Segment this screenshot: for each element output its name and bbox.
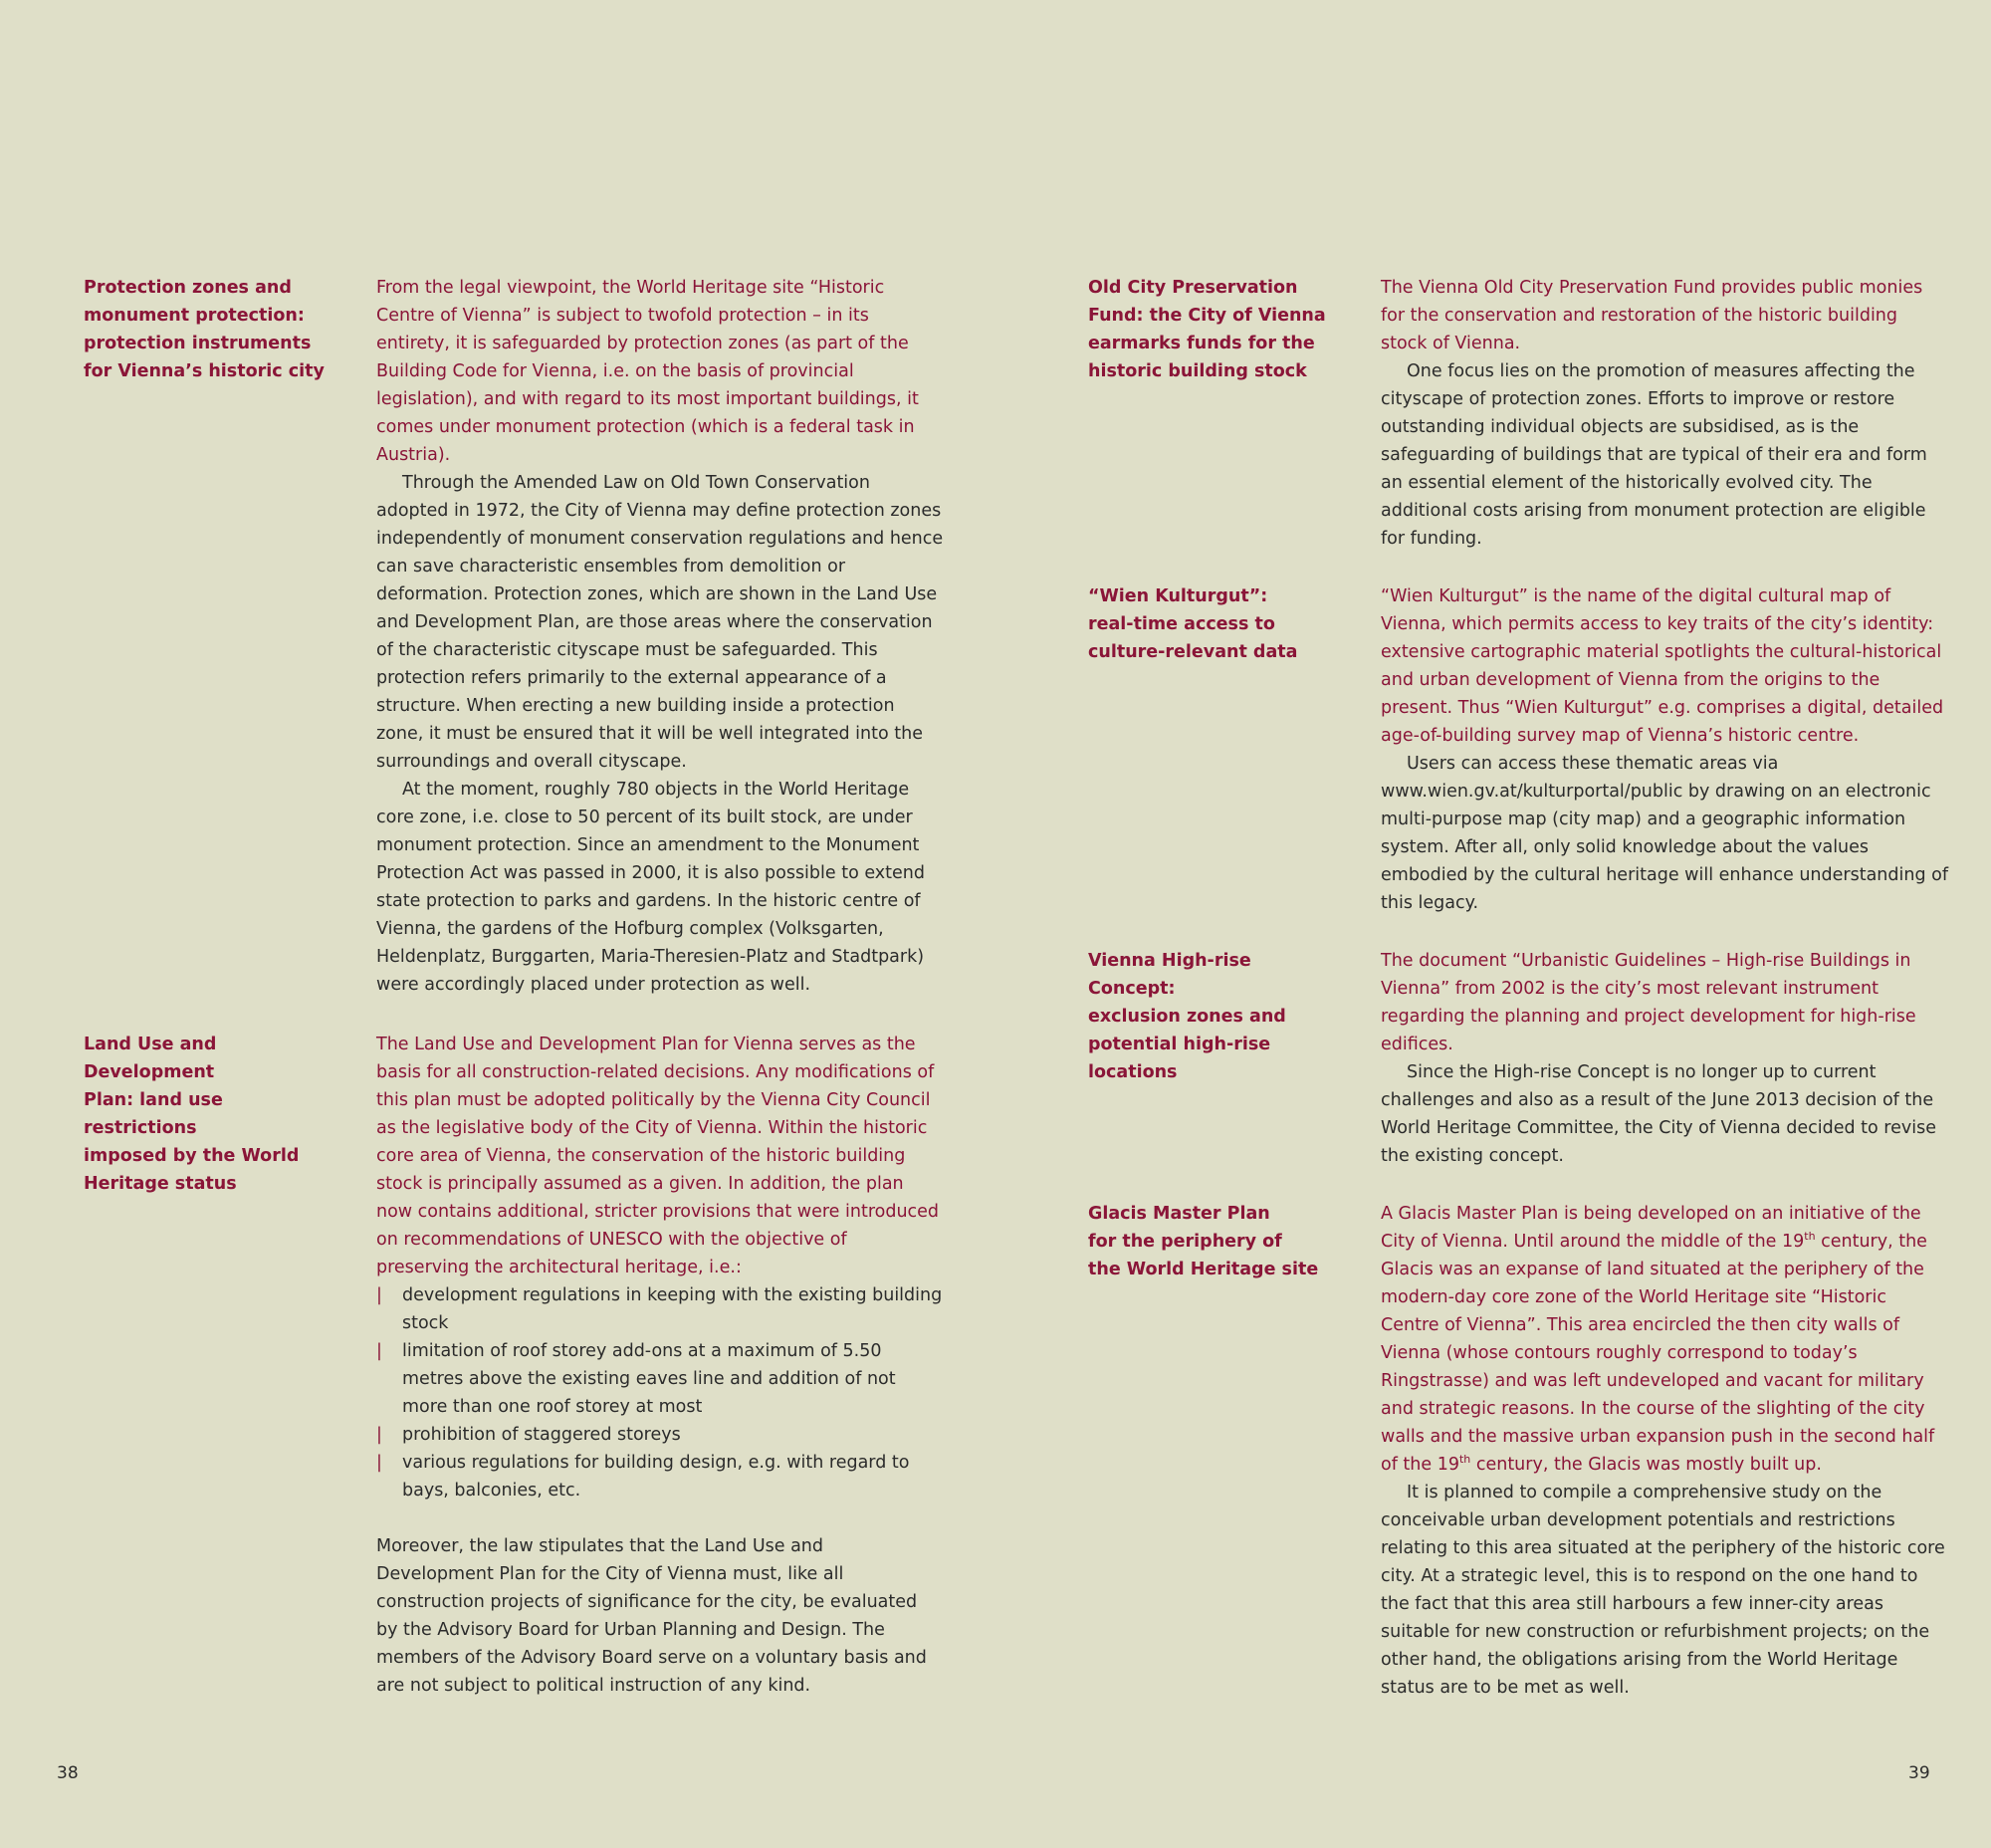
body-paragraph: Through the Amended Law on Old Town Conservation adopted in 1972, the City of Vienna may define protection zones independently of monument conservation regulations and hence can save characteristic ensembles from demolition or deformation. Protection zones, which are shown in the Land Use and Development Plan, are those areas where the conservation of the characteristic cityscape must be safeguarded. This protection refers primarily to the external appearance of a structure. When erecting a new building inside a protection zone, it must be ensured that it will be well integrated into the surroundings and overall cityscape. bbox=[376, 473, 944, 772]
bullet-list bbox=[376, 1281, 944, 1504]
body-paragraph: At the moment, roughly 780 objects in the World Heritage core zone, i.e. close to 50 percent of its built stock, are under monument protection. Since an amendment to the Monument Protection Act was passed in 2000, it is also possible to extend state protection to parks and gardens. In the historic centre of Vienna, the gardens of the Hofburg complex (Volksgarten, Heldenplatz, Burggarten, Maria-Theresien-Platz and Stadtpark) were accordingly placed under protection as well. bbox=[376, 780, 925, 995]
section-heading: Land Use and Development Plan: land use restrictions imposed by the World Heritage status bbox=[84, 1035, 300, 1194]
body-paragraph: Users can access these thematic areas via www.wien.gv.at/kulturportal/public by drawing on an electronic multi-purpose map (city map) and a geographic information system. After all, only solid knowledge about the values embodied by the cultural heritage will enhance understanding of this legacy. bbox=[1381, 754, 1948, 913]
section-body bbox=[376, 1031, 944, 1700]
body-paragraph: It is planned to compile a comprehensive study on the conceivable urban development potentials and restrictions relating to this area situated at the periphery of the historic core city. At a strategic level, this is to respond on the one hand to the fact that this area still harbours a few inner-city areas suitable for new construction or refurbishment projects; on the other hand, the obligations arising from the World Heritage status are to be met as well. bbox=[1381, 1483, 1945, 1698]
lead-paragraph: “Wien Kulturgut” is the name of the digital cultural map of Vienna, which permits access to key traits of the city’s identity: extensive cartographic material spotlights the cultural-historical and urban development of Vienna from the origins to the present. Thus “Wien Kulturgut” e.g. comprises a digital, detailed age-of-building survey map of Vienna’s historic centre. bbox=[1381, 586, 1944, 746]
section-heading: Vienna High-rise Concept: exclusion zones and potential high-rise locations bbox=[1088, 951, 1286, 1082]
section-body bbox=[1381, 274, 1948, 553]
list-item: | prohibition of staggered storeys bbox=[376, 1421, 944, 1449]
section-body bbox=[1381, 582, 1948, 917]
section-heading: Glacis Master Plan for the periphery of the World Heritage site bbox=[1088, 1204, 1319, 1279]
body-paragraph: Since the High-rise Concept is no longer up to current challenges and also as a result of the June 2013 decision of the World Heritage Committee, the City of Vienna decided to revise the existing concept. bbox=[1381, 1062, 1936, 1166]
list-item: | development regulations in keeping with the existing building stock bbox=[376, 1281, 944, 1337]
section-heading: Old City Preservation Fund: the City of Vienna earmarks funds for the historic building stock bbox=[1088, 278, 1326, 381]
closing-paragraph: Moreover, the law stipulates that the Land Use and Development Plan for the City of Vienna must, like all construction projects of significance for the city, be evaluated by the Advisory Board for Urban Planning and Design. The members of the Advisory Board serve on a voluntary basis and are not subject to political instruction of any kind. bbox=[376, 1536, 927, 1696]
right-page bbox=[996, 0, 1991, 1848]
lead-paragraph: The Vienna Old City Preservation Fund provides public monies for the conservation and restoration of the historic building stock of Vienna. bbox=[1381, 278, 1923, 353]
section-heading: “Wien Kulturgut”: real-time access to culture-relevant data bbox=[1088, 586, 1298, 662]
section-body bbox=[1381, 947, 1948, 1170]
page-number: 39 bbox=[1908, 1763, 1930, 1783]
list-item: | limitation of roof storey add-ons at a maximum of 5.50 metres above the existing eaves line and addition of not more than one roof storey at most bbox=[376, 1337, 944, 1421]
page-number: 38 bbox=[57, 1763, 79, 1783]
section-body bbox=[1381, 1200, 1948, 1702]
list-item: | various regulations for building design, e.g. with regard to bays, balconies, etc. bbox=[376, 1449, 944, 1504]
lead-paragraph: A Glacis Master Plan is being developed on an initiative of the City of Vienna. Until around the middle of the 19th century, the Glacis was an expanse of land situated at the periphery of the modern-day core zone of the World Heritage site “Historic Centre of Vienna”. This area encircled the then city walls of Vienna (whose contours roughly correspond to today’s Ringstrasse) and was left undeveloped and vacant for military and strategic reasons. In the course of the slighting of the city walls and the massive urban expansion push in the second half of the 19th century, the Glacis was mostly built up. bbox=[1381, 1204, 1935, 1475]
body-paragraph: One focus lies on the promotion of measures affecting the cityscape of protection zones. Efforts to improve or restore outstanding individual objects are subsidised, as is the safeguarding of buildings that are typical of their era and form an essential element of the historically evolved city. The additional costs arising from monument protection are eligible for funding. bbox=[1381, 361, 1927, 549]
section-body bbox=[376, 274, 944, 999]
lead-paragraph: The Land Use and Development Plan for Vienna serves as the basis for all construction-related decisions. Any modifications of this plan must be adopted politically by the Vienna City Council as the legislative body of the City of Vienna. Within the historic core area of Vienna, the conservation of the historic building stock is principally assumed as a given. In addition, the plan now contains additional, stricter provisions that were introduced on recommendations of UNESCO with the objective of preserving the architectural heritage, i.e.: bbox=[376, 1035, 940, 1277]
lead-paragraph: From the legal viewpoint, the World Heritage site “Historic Centre of Vienna” is subject to twofold protection – in its entirety, it is safeguarded by protection zones (as part of the Building Code for Vienna, i.e. on the basis of provincial legislation), and with regard to its most important buildings, it comes under monument protection (which is a federal task in Austria). bbox=[376, 278, 919, 465]
lead-paragraph: The document “Urbanistic Guidelines – High-rise Buildings in Vienna” from 2002 is the city’s most relevant instrument regarding the planning and project development for high-rise edifices. bbox=[1381, 951, 1916, 1054]
section-heading: Protection zones and monument protection: protection instruments for Vienna’s historic city bbox=[84, 278, 325, 381]
